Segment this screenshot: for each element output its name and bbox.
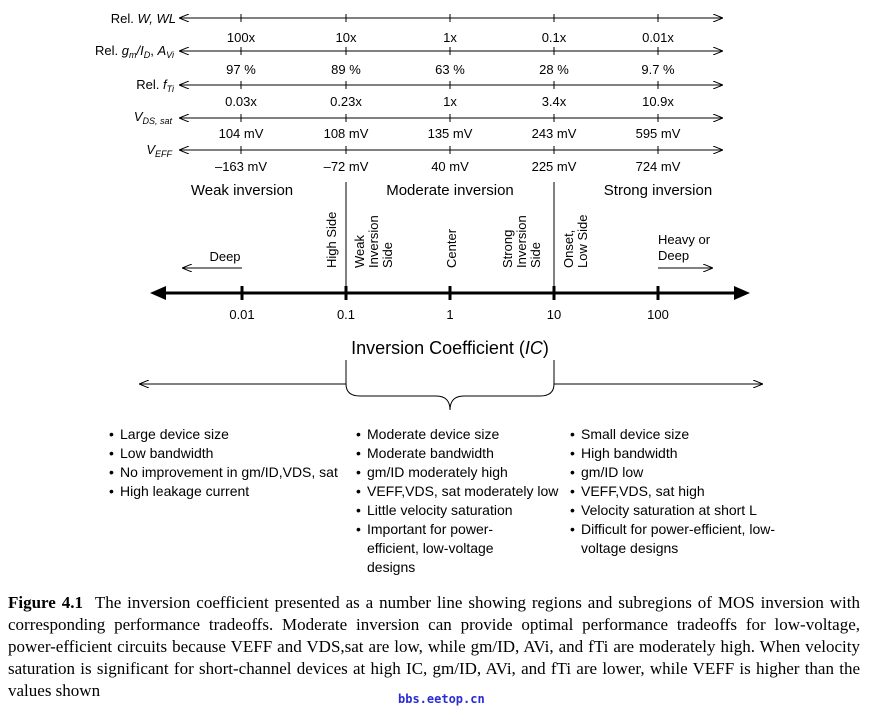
row-veff bbox=[146, 142, 722, 174]
weak-side-line: Side bbox=[380, 241, 395, 268]
ic-number-line bbox=[150, 286, 750, 300]
moderate-region-brace bbox=[346, 384, 554, 410]
row-label: Rel. W, WL bbox=[110, 11, 176, 26]
caption-text: The inversion coefficient presented as a number line showing regions and subregions of MOS inversion with corresponding performance tradeoffs. Moderate inversion can provide optimal performance tradeoffs for low-voltage, power-efficient circuits because VEFF and VDS,sat are low, while gm/ID, AVi, and fTi are moderately high. When velocity saturation is significant for short-channel devices at high IC, gm/ID, AVi, and fTi are lower, while VEFF is higher than the values shown bbox=[8, 593, 860, 700]
row-value: 724 mV bbox=[635, 159, 681, 174]
row-label: $V_{DS, sat}$ bbox=[133, 109, 172, 126]
list-item: • Small device size bbox=[570, 425, 800, 444]
list-item: • No improvement in gm/ID,VDS, sat bbox=[109, 463, 359, 482]
figure-caption bbox=[8, 592, 860, 702]
moderate-tradeoffs-list bbox=[356, 425, 566, 577]
row-value: 0.23x bbox=[330, 94, 362, 109]
region-weak: Weak inversion bbox=[190, 182, 294, 199]
row-value: 135 mV bbox=[427, 126, 473, 141]
row-value: 108 mV bbox=[323, 126, 369, 141]
row-value: 28 % bbox=[539, 62, 569, 77]
list-item: • Low bandwidth bbox=[109, 444, 359, 463]
strong-side-line: Inversion bbox=[514, 215, 529, 268]
row-value: 3.4x bbox=[541, 94, 567, 109]
row-value: 10.9x bbox=[642, 94, 674, 109]
heavy-line: Deep bbox=[658, 248, 690, 263]
subregion-high-side: High Side bbox=[324, 211, 339, 268]
row-value: 0.01x bbox=[642, 30, 674, 45]
list-item: • High bandwidth bbox=[570, 444, 800, 463]
list-item: • VEFF,VDS, sat moderately low bbox=[356, 482, 566, 501]
subregion-onset bbox=[561, 215, 590, 268]
subregion-heavy bbox=[658, 232, 714, 263]
figure-label: Figure 4.1 bbox=[8, 593, 83, 612]
row-label: $V_{EFF}$ bbox=[146, 142, 172, 159]
row-value: 63 % bbox=[435, 62, 465, 77]
onset-line: Low Side bbox=[575, 214, 590, 268]
subregion-deep-left: Deep bbox=[209, 249, 241, 264]
weak-region-arrow bbox=[140, 360, 346, 384]
row-vds-sat bbox=[134, 109, 722, 141]
row-value: 0.1x bbox=[541, 30, 567, 45]
row-value: 225 mV bbox=[531, 159, 577, 174]
region-strong: Strong inversion bbox=[603, 182, 713, 199]
list-item: • Important for power-efficient, low-voltage designs bbox=[356, 520, 527, 577]
row-value: 1x bbox=[443, 30, 457, 45]
row-label: Rel. $g_m/I_D$, $A_{Vi}$ bbox=[95, 43, 174, 60]
row-value: 9.7 % bbox=[641, 62, 675, 77]
row-rel-w-wl bbox=[111, 11, 722, 45]
weak-tradeoffs-list bbox=[109, 425, 359, 501]
row-value: 97 % bbox=[226, 62, 256, 77]
row-value: 104 mV bbox=[218, 126, 264, 141]
list-item: • High leakage current bbox=[109, 482, 359, 501]
weak-side-line: Weak bbox=[352, 235, 367, 268]
list-item: • Moderate device size bbox=[356, 425, 566, 444]
list-item: • Difficult for power-efficient, low-voltage designs bbox=[570, 520, 800, 558]
strong-region-arrow bbox=[554, 360, 762, 384]
axis-tick-label: 100 bbox=[647, 307, 669, 322]
row-value: 40 mV bbox=[431, 159, 469, 174]
subregion-weak-side bbox=[352, 212, 395, 268]
axis-tick-label: 0.1 bbox=[336, 307, 356, 322]
row-value: 243 mV bbox=[531, 126, 577, 141]
strong-tradeoffs-list bbox=[570, 425, 800, 558]
list-item: • gm/ID moderately high bbox=[356, 463, 566, 482]
subregion-center: Center bbox=[444, 228, 459, 268]
row-value: 1x bbox=[443, 94, 457, 109]
row-value: –163 mV bbox=[214, 159, 268, 174]
onset-line: Onset, bbox=[561, 229, 576, 268]
row-rel-fti bbox=[136, 77, 722, 109]
row-value: 595 mV bbox=[635, 126, 681, 141]
list-item: • VEFF,VDS, sat high bbox=[570, 482, 800, 501]
axis-title: Inversion Coefficient (IC) bbox=[351, 338, 549, 358]
subregion-strong-side bbox=[500, 212, 543, 268]
strong-side-line: Side bbox=[528, 241, 543, 268]
list-item: • Velocity saturation at short L bbox=[570, 501, 800, 520]
axis-tick-label: 1 bbox=[446, 307, 454, 322]
axis-tick-label: 0.01 bbox=[229, 307, 255, 322]
region-moderate: Moderate inversion bbox=[386, 182, 514, 199]
weak-side-line: Inversion bbox=[366, 215, 381, 268]
row-value: 0.03x bbox=[225, 94, 257, 109]
list-item: • Moderate bandwidth bbox=[356, 444, 566, 463]
row-rel-gm-id bbox=[95, 43, 722, 77]
list-item: • gm/ID low bbox=[570, 463, 800, 482]
list-item: • Little velocity saturation bbox=[356, 501, 566, 520]
strong-side-line: Strong bbox=[500, 229, 515, 268]
row-value: 10x bbox=[335, 30, 357, 45]
list-item: • Large device size bbox=[109, 425, 359, 444]
axis-tick-label: 10 bbox=[546, 307, 562, 322]
heavy-line: Heavy or bbox=[658, 232, 711, 247]
row-label: Rel. $f_{Ti}$ bbox=[136, 77, 174, 94]
watermark: bbs.eetop.cn bbox=[398, 692, 485, 706]
row-value: 100x bbox=[226, 30, 256, 45]
row-value: –72 mV bbox=[323, 159, 369, 174]
row-value: 89 % bbox=[331, 62, 361, 77]
